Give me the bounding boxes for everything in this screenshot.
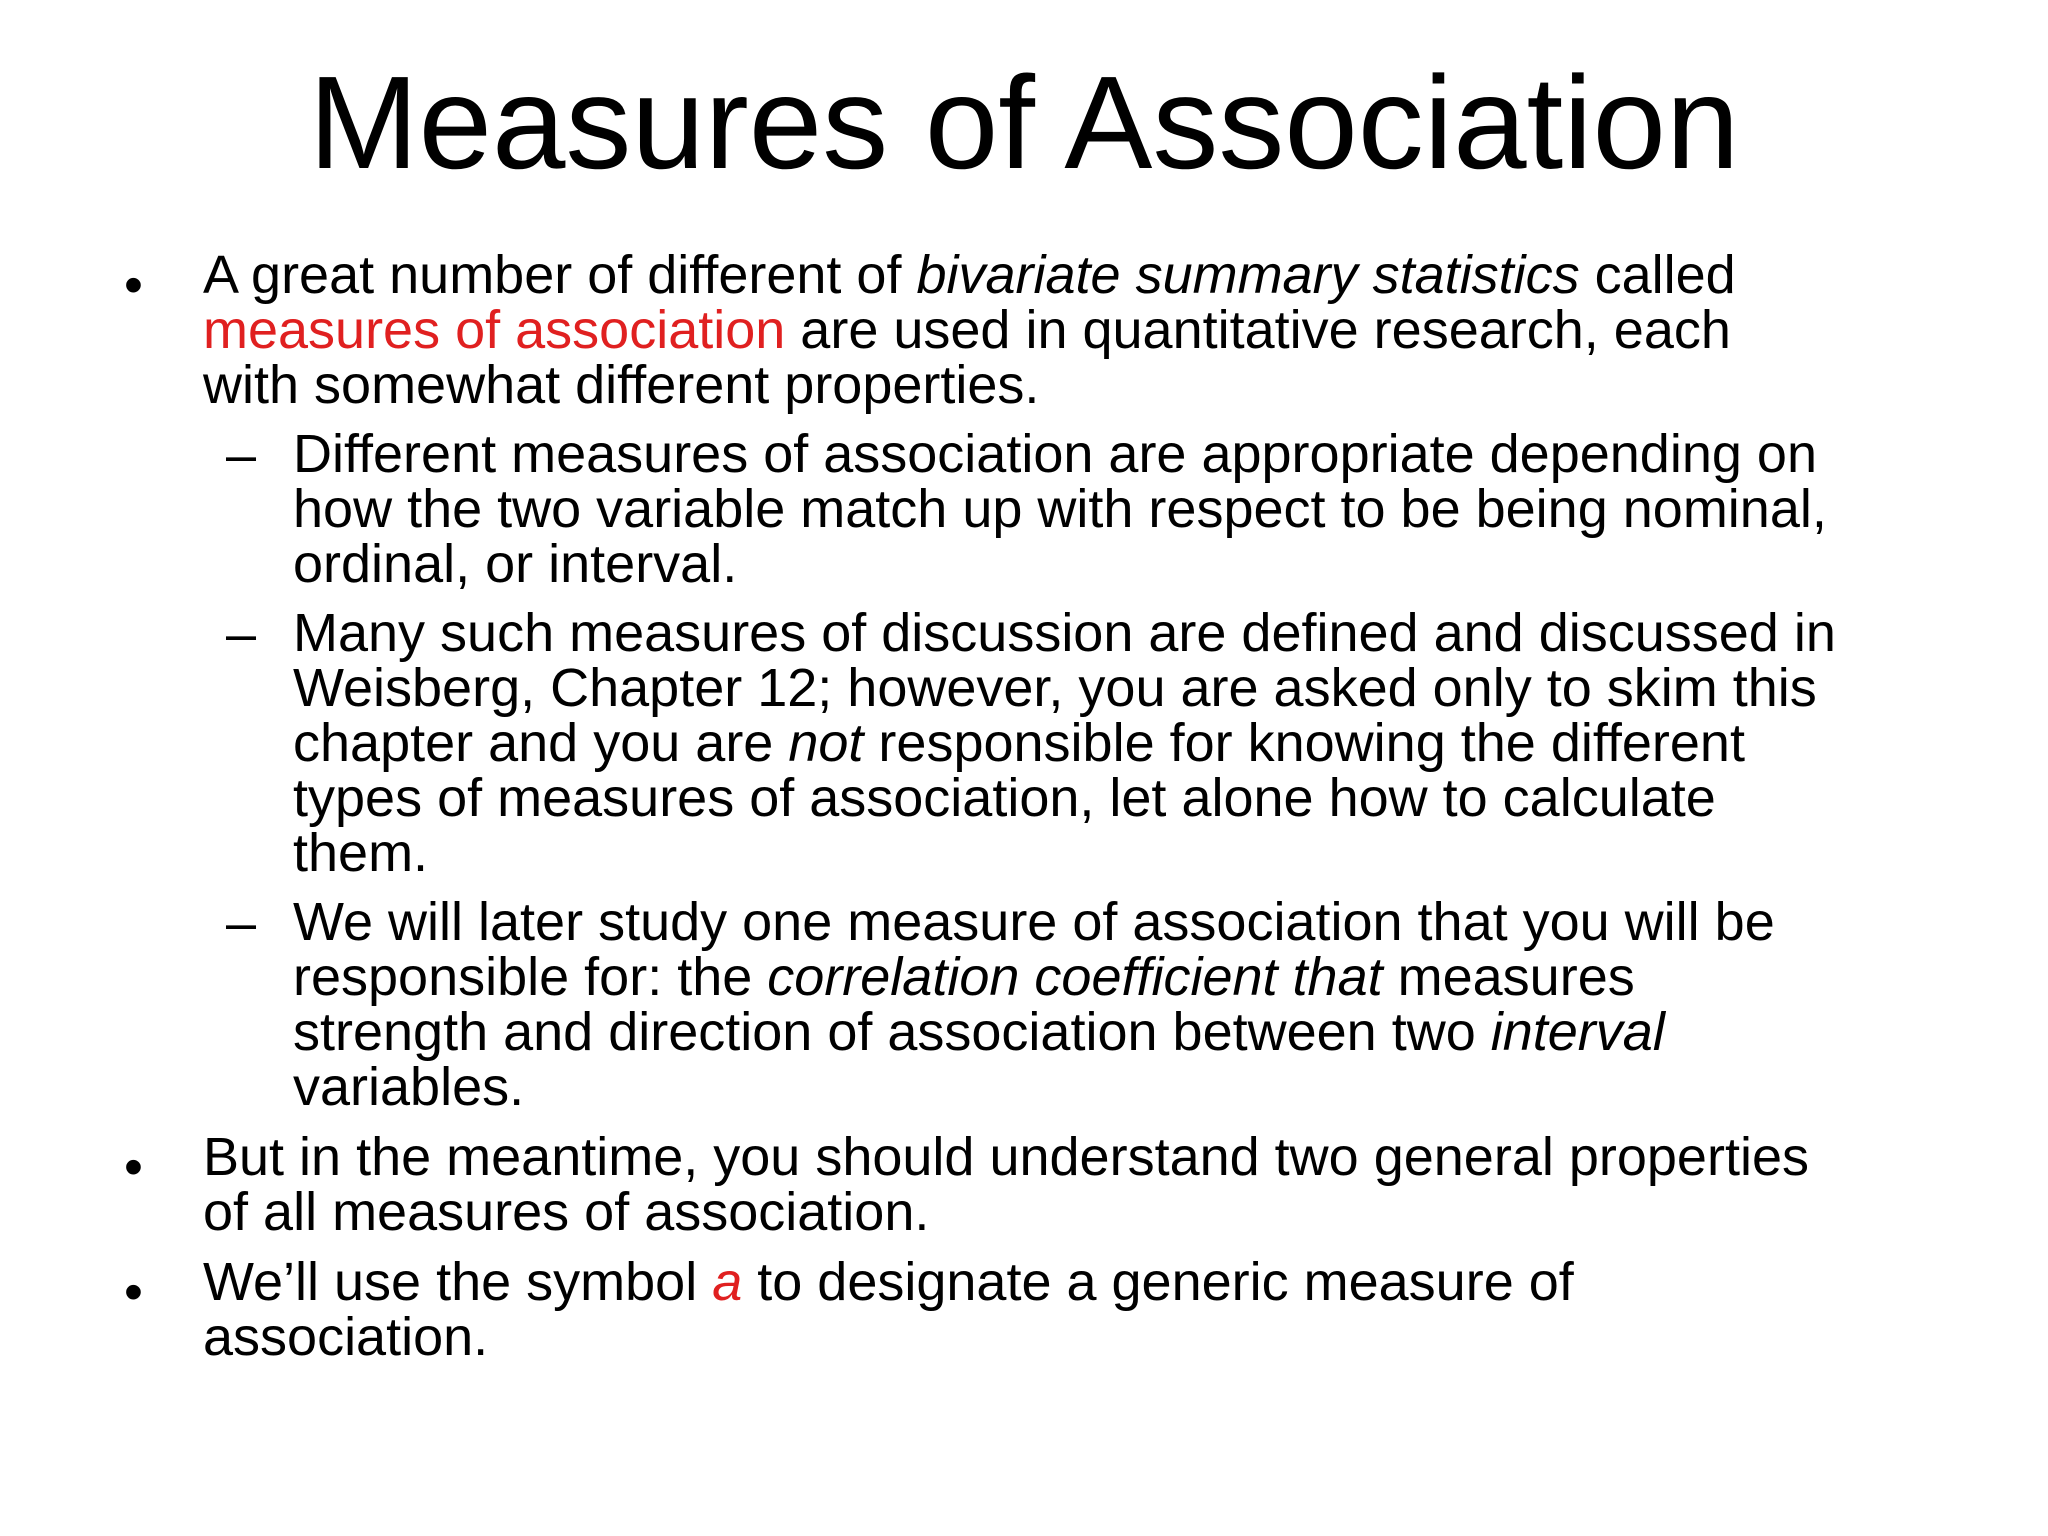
dash-marker: – xyxy=(226,893,257,953)
term-interval: interval xyxy=(1490,1002,1665,1062)
sub-bullet-3-line-4: variables. xyxy=(293,1057,525,1117)
sub-bullet-2-line-4: types of measures of association, let alone how to calculate xyxy=(293,768,1716,828)
bullet-marker: • xyxy=(124,255,143,315)
term-bivariate-summary-statistics: bivariate summary statistics xyxy=(916,245,1580,305)
bullet-3-line-1: We’ll use the symbol a to designate a generic measure of xyxy=(203,1252,1574,1312)
sub-bullet-3-line-3: strength and direction of association between two interval xyxy=(293,1002,1665,1062)
sub-bullet-1-line-1: Different measures of association are appropriate depending on xyxy=(293,424,1817,484)
dash-marker: – xyxy=(226,604,257,664)
bullet-1-line-1: A great number of different of bivariate summary statistics called xyxy=(203,245,1736,305)
sub-bullet-1-line-3: ordinal, or interval. xyxy=(293,534,738,594)
sub-bullet-2-line-2: Weisberg, Chapter 12; however, you are asked only to skim this xyxy=(293,658,1817,718)
term-measures-of-association: measures of association xyxy=(203,300,786,360)
emphasis-not: not xyxy=(788,713,864,773)
bullet-1-line-3: with somewhat different properties. xyxy=(203,355,1040,415)
bullet-marker: • xyxy=(124,1137,143,1197)
term-correlation-coefficient: correlation coefficient that xyxy=(767,947,1383,1007)
symbol-a: a xyxy=(712,1252,743,1312)
slide-title: Measures of Association xyxy=(308,49,1740,196)
sub-bullet-3-line-1: We will later study one measure of association that you will be xyxy=(293,892,1775,952)
sub-bullet-3-line-2: responsible for: the correlation coefficient that measures xyxy=(293,947,1635,1007)
sub-bullet-2-line-3: chapter and you are not responsible for knowing the different xyxy=(293,713,1745,773)
dash-marker: – xyxy=(226,425,257,485)
bullet-2-line-2: of all measures of association. xyxy=(203,1182,930,1242)
bullet-marker: • xyxy=(124,1262,143,1322)
bullet-3-line-2: association. xyxy=(203,1307,489,1367)
sub-bullet-2-line-1: Many such measures of discussion are defined and discussed in xyxy=(293,603,1836,663)
bullet-1-line-2: measures of association are used in quantitative research, each xyxy=(203,300,1731,360)
sub-bullet-1-line-2: how the two variable match up with respect to be being nominal, xyxy=(293,479,1827,539)
bullet-2-line-1: But in the meantime, you should understand two general properties xyxy=(203,1127,1809,1187)
sub-bullet-2-line-5: them. xyxy=(293,823,429,883)
